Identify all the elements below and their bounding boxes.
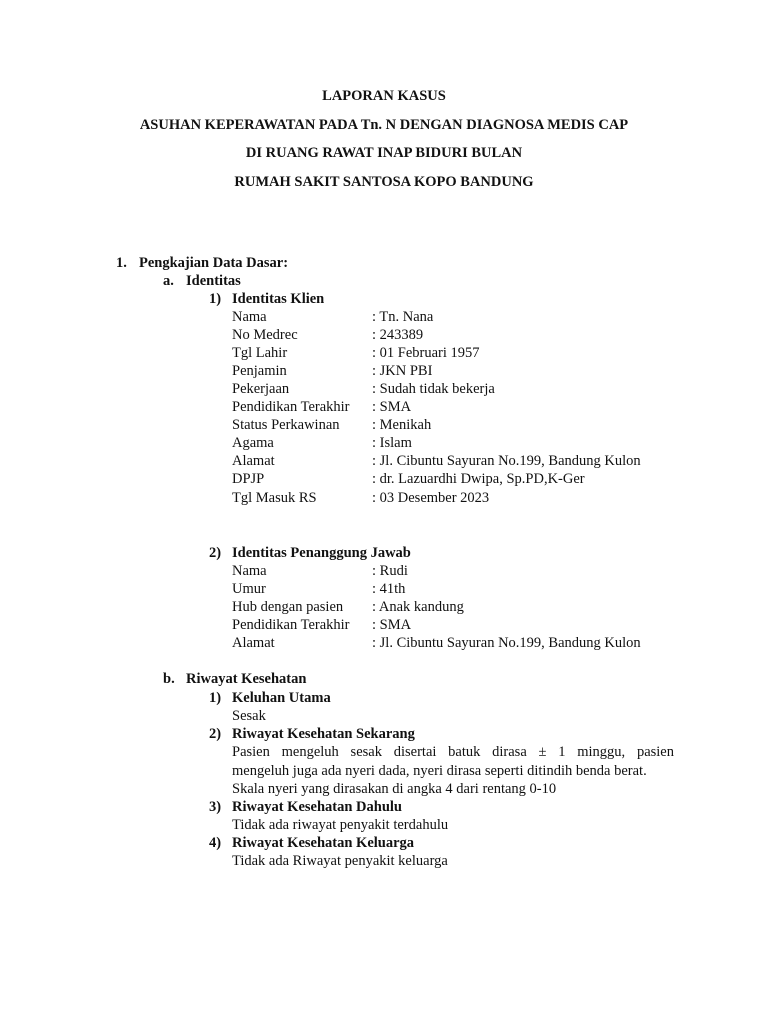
riwayat-2-number: 2): [209, 726, 222, 742]
row-value: : Sudah tidak bekerja: [372, 381, 495, 397]
penanggung-row-pendidikan: [232, 616, 692, 634]
klien-title: Identitas Klien: [232, 291, 325, 307]
row-value: : Islam: [372, 435, 412, 451]
row-label: Nama: [232, 563, 267, 579]
section-1-number: 1.: [116, 255, 127, 271]
penanggung-title: Identitas Penanggung Jawab: [232, 545, 411, 561]
title-line-1: LAPORAN KASUS: [322, 88, 446, 104]
riwayat-4-text: Tidak ada Riwayat penyakit keluarga: [232, 853, 448, 869]
document-title-block: [0, 87, 768, 201]
klien-row-penjamin: [232, 362, 692, 380]
section-1-title: Pengkajian Data Dasar:: [139, 255, 289, 271]
row-value: : 01 Februari 1957: [372, 345, 480, 361]
paragraph-line: mengeluh juga ada nyeri dada, nyeri dirasa seperti ditindih benda berat.: [232, 762, 647, 779]
subsection-b-letter: b.: [163, 671, 175, 687]
row-label: No Medrec: [232, 327, 298, 343]
riwayat-2-paragraph: [232, 743, 674, 799]
row-label: Status Perkawinan: [232, 417, 340, 433]
row-label: Nama: [232, 309, 267, 325]
klien-row-alamat: [232, 452, 692, 470]
riwayat-1-title: Keluhan Utama: [232, 690, 331, 706]
paragraph-line: Skala nyeri yang dirasakan di angka 4 dari rentang 0-10: [232, 781, 557, 797]
title-line-3: DI RUANG RAWAT INAP BIDURI BULAN: [245, 145, 523, 161]
klien-row-agama: [232, 434, 692, 452]
klien-row-pekerjaan: [232, 380, 692, 398]
riwayat-3-title: Riwayat Kesehatan Dahulu: [232, 799, 402, 815]
row-value: : Menikah: [372, 417, 432, 433]
row-label: Tgl Masuk RS: [232, 490, 317, 506]
row-value: : Tn. Nana: [372, 309, 434, 325]
klien-row-nama: [232, 308, 692, 326]
row-value: : Jl. Cibuntu Sayuran No.199, Bandung Kulon: [372, 635, 641, 651]
klien-number: 1): [209, 291, 222, 307]
subsection-a-title: Identitas: [186, 273, 241, 289]
riwayat-3-text: Tidak ada riwayat penyakit terdahulu: [232, 817, 449, 833]
row-value: : 243389: [372, 327, 424, 343]
row-label: Tgl Lahir: [232, 345, 288, 361]
klien-row-tgl-masuk: [232, 489, 692, 507]
penanggung-row-alamat: [232, 634, 692, 652]
klien-row-status: [232, 416, 692, 434]
klien-row-pendidikan: [232, 398, 692, 416]
row-label: Hub dengan pasien: [232, 599, 344, 615]
riwayat-2-title: Riwayat Kesehatan Sekarang: [232, 726, 415, 742]
subsection-a-letter: a.: [163, 273, 174, 289]
row-value: : dr. Lazuardhi Dwipa, Sp.PD,K-Ger: [372, 471, 585, 487]
row-label: Agama: [232, 435, 274, 451]
penanggung-row-umur: [232, 580, 692, 598]
penanggung-row-hub: [232, 598, 692, 616]
row-label: Umur: [232, 581, 266, 597]
row-label: Pendidikan Terakhir: [232, 399, 350, 415]
row-value: : SMA: [372, 399, 412, 415]
row-label: Alamat: [232, 635, 275, 651]
row-value: : 03 Desember 2023: [372, 490, 490, 506]
row-label: Alamat: [232, 453, 275, 469]
row-value: : Anak kandung: [372, 599, 464, 615]
riwayat-1-text: Sesak: [232, 708, 266, 724]
row-label: DPJP: [232, 471, 265, 487]
penanggung-number: 2): [209, 545, 222, 561]
row-value: : Jl. Cibuntu Sayuran No.199, Bandung Kulon: [372, 453, 641, 469]
paragraph-line: Pasien mengeluh sesak disertai batuk dirasa ± 1 minggu, pasien: [232, 744, 674, 760]
row-value: : SMA: [372, 617, 412, 633]
penanggung-row-nama: [232, 562, 692, 580]
row-label: Pekerjaan: [232, 381, 290, 397]
row-label: Pendidikan Terakhir: [232, 617, 350, 633]
klien-row-tgl-lahir: [232, 344, 692, 362]
riwayat-3-number: 3): [209, 799, 222, 815]
row-value: : 41th: [372, 581, 406, 597]
klien-row-medrec: [232, 326, 692, 344]
subsection-b-title: Riwayat Kesehatan: [186, 671, 307, 687]
row-label: Penjamin: [232, 363, 287, 379]
title-line-2: ASUHAN KEPERAWATAN PADA Tn. N DENGAN DIAGNOSA MEDIS CAP: [139, 116, 629, 133]
riwayat-4-title: Riwayat Kesehatan Keluarga: [232, 835, 415, 851]
riwayat-1-number: 1): [209, 690, 222, 706]
title-line-4: RUMAH SAKIT SANTOSA KOPO BANDUNG: [234, 173, 534, 190]
klien-row-dpjp: [232, 470, 692, 488]
row-value: : JKN PBI: [372, 363, 433, 379]
row-value: : Rudi: [372, 563, 408, 579]
riwayat-4-number: 4): [209, 835, 222, 851]
